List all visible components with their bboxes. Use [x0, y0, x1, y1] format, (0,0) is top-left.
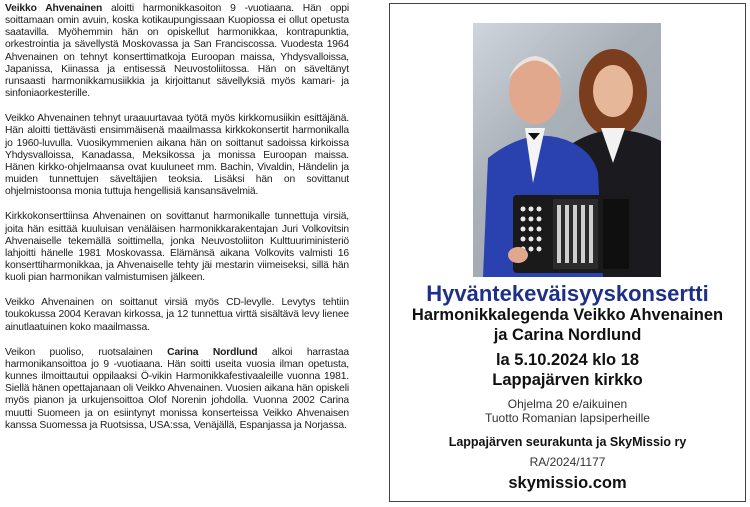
- name-carina: Carina Nordlund: [167, 346, 258, 358]
- article-text: [5, 3, 349, 445]
- performers-illustration: [473, 23, 661, 277]
- concert-poster: [389, 3, 746, 502]
- poster-date: la 5.10.2024 klo 18: [495, 351, 640, 369]
- paragraph-5: [5, 347, 349, 432]
- poster-website: skymissio.com: [508, 474, 627, 492]
- poster-venue: Lappajärven kirkko: [492, 371, 643, 389]
- paragraph-2: Veikko Ahvenainen tehnyt uraauurtavaa työtä myös kirkkomusiikin esittäjänä. Hän aloitti tiettävästi ensimmäisenä maailmassa kirkkokonsertit harmonikalla jo 1960-luvulla. Vuosikymmenien aikana hän on soittanut sadoissa kirkoissa Yhdysvalloissa, Kanadassa, Meksikossa ja monissa Euroopan maissa. Hänen kirkko-ohjelmaansa ovat kuuluneet mm. Bachin, Vivaldin, Händelin ja muiden tunnettujen säveltäjien teoksia. Lisäksi hän on sovittanut ohjelmistoonsa monia tuttuja hengellisiä kansansävelmiä.: [5, 113, 349, 198]
- poster-performer-line-2: ja Carina Nordlund: [493, 326, 642, 344]
- paragraph-5-text: alkoi harrastaa harmonikansoittoa jo 9 -vuotiaana. Hän soitti useita vuosia ilman opetusta, kunnes ilmoittautui oppilaaksi Ö-vikin Harmonikkafestivaaleille vuonna 1981. Siellä hänen opettajanaan oli Veikko Ahvenainen. Vuosien aikana hän opiskeli myös pianon ja urkujensoittoa Olof Norenin johdolla. Vuonna 2002 Carina muutti Suomeen ja on esiintynyt monissa konserteissa Veikko Ahvenaisen kanssa Suomessa ja Ruotsissa, USA:ssa, Venäjällä, Espanjassa ja Norjassa.: [5, 346, 349, 431]
- poster-ticket-price: Ohjelma 20 e/aikuinen: [507, 397, 628, 411]
- poster-title: Hyväntekeväisyyskonsertti: [426, 281, 709, 306]
- paragraph-1-text: aloitti harmonikkasoiton 9 -vuotiaana. Hän oppi soittamaan omin avuin, koska kotikaupungissaan Kuopiossa ei ollut opetusta saatavilla. Myöhemmin hän on opiskellut harmonikkaa, kontrapunktia, orkestrointia ja sävellystä Moskovassa ja San Franciscossa. Vuodesta 1964 Ahvenainen on tehnyt konserttimatkoja Euroopan maissa, Yhdysvalloissa, Japanissa, Kiinassa ja entisessä Neuvostoliitossa. Hän on säveltänyt runsaasti harmonikkamusiikkia ja kirjoittanut sävellyksiä myös kamari- ja sinfoniaorkesterille.: [5, 3, 350, 100]
- paragraph-5-pre: Veikon puoliso, ruotsalainen: [5, 346, 168, 358]
- paragraph-4: Veikko Ahvenainen on soittanut virsiä myös CD-levylle. Levytys tehtiin toukokussa 2004 Keravan kirkossa, ja 12 tunnettua virttä sisältävä levy lienee ainutlaatuinen koko maailmassa.: [5, 297, 349, 333]
- name-veikko: Veikko Ahvenainen: [5, 3, 103, 14]
- poster-organizer: Lappajärven seurakunta ja SkyMissio ry: [448, 435, 687, 449]
- poster-performer-line-1: Harmonikkalegenda Veikko Ahvenainen: [411, 306, 724, 324]
- poster-purpose: Tuotto Romanian lapsiperheille: [485, 411, 650, 425]
- paragraph-3: Kirkkokonserttiinsa Ahvenainen on sovittanut harmonikalle tunnettuja virsiä, joita hän esittää kuuluisan venäläisen harmonikkarakentajan Juri Volkovitsin Ahvenaiselle tekemällä soittimella, jonka Neuvostoliiton Kulttuuriministeriö lahjoitti hänelle 1981 Moskovassa. Elämänsä aikana Volkovits valmisti 16 konserttiharmonikkaa, ja Ahvenaiselle tehty jäi mestarin viimeiseksi, sillä hän kuoli pian harmonikan valmistumisen jälkeen.: [5, 211, 349, 284]
- poster-permit-number: RA/2024/1177: [529, 455, 606, 469]
- paragraph-1: [5, 3, 349, 100]
- performers-photo: [473, 23, 661, 277]
